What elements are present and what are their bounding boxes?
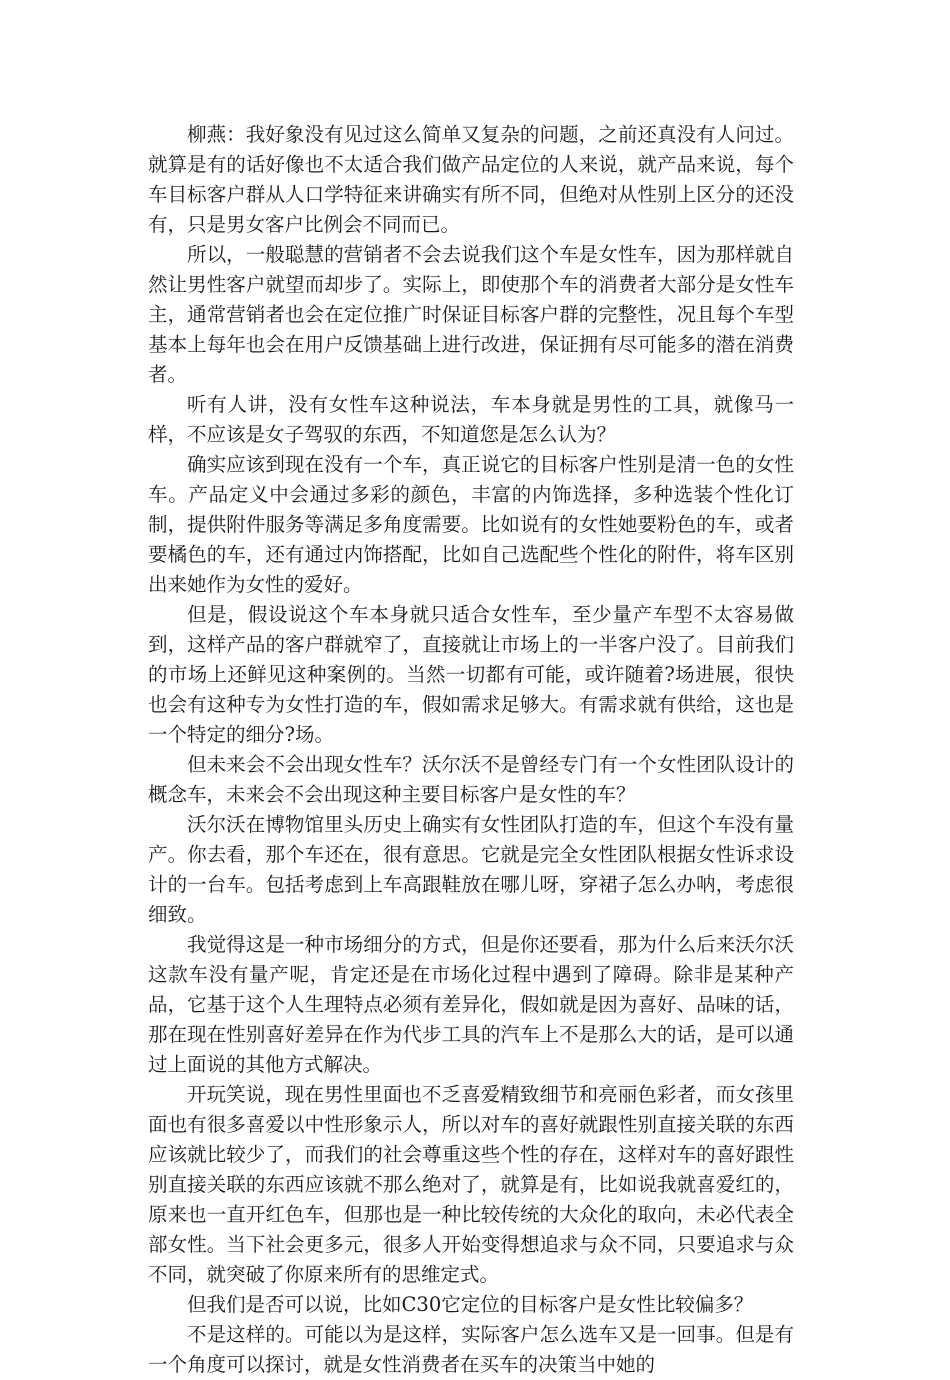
paragraph: 确实应该到现在没有一个车，真正说它的目标客户性别是清一色的女性车。产品定义中会通过多彩的颜色，丰富的内饰选择，多种选装个性化订制，提供附件服务等满足多角度需要。比如说有的女性她要粉色的车，或者要橘色的车，还有通过内饰搭配，比如自己选配些个性化的附件，将车区别出来她作为女性的爱好。	[148, 453, 794, 596]
paragraph: 但未来会不会出现女性车？沃尔沃不是曾经专门有一个女性团队设计的概念车，未来会不会出现这种主要目标客户是女性的车？	[148, 753, 794, 806]
paragraph: 但是，假设说这个车本身就只适合女性车，至少量产车型不太容易做到，这样产品的客户群就窄了，直接就让市场上的一半客户没了。目前我们的市场上还鲜见这种案例的。当然一切都有可能，或许随着?场进展，很快也会有这种专为女性打造的车，假如需求足够大。有需求就有供给，这也是一个特定的细分?场。	[148, 603, 794, 746]
paragraph: 柳燕：我好象没有见过这么简单又复杂的问题，之前还真没有人问过。就算是有的话好像也不太适合我们做产品定位的人来说，就产品来说，每个车目标客户群从人口学特征来讲确实有所不同，但绝对从性别上区分的还没有，只是男女客户比例会不同而已。	[148, 123, 794, 236]
paragraph: 所以，一般聪慧的营销者不会去说我们这个车是女性车，因为那样就自然让男性客户就望而却步了。实际上，即使那个车的消费者大部分是女性车主，通常营销者也会在定位推广时保证目标客户群的完整性，况且每个车型基本上每年也会在用户反馈基础上进行改进，保证拥有尽可能多的潜在消费者。	[148, 243, 794, 386]
paragraph: 不是这样的。可能以为是这样，实际客户怎么选车又是一回事。但是有一个角度可以探讨，就是女性消费者在买车的决策当中她的	[148, 1323, 794, 1376]
paragraph: 但我们是否可以说，比如C30它定位的目标客户是女性比较偏多？	[187, 1293, 754, 1316]
paragraph: 我觉得这是一种市场细分的方式，但是你还要看，那为什么后来沃尔沃这款车没有量产呢，肯定还是在市场化过程中遇到了障碍。除非是某种产品，它基于这个人生理特点必须有差异化，假如就是因为喜好、品味的话，那在现在性别喜好差异在作为代步工具的汽车上不是那么大的话，是可以通过上面说的其他方式解决。	[148, 933, 794, 1076]
document-body	[148, 120, 794, 1380]
paragraph: 开玩笑说，现在男性里面也不乏喜爱精致细节和亮丽色彩者，而女孩里面也有很多喜爱以中性形象示人，所以对车的喜好就跟性别直接关联的东西应该就比较少了，而我们的社会尊重这些个性的存在，这样对车的喜好跟性别直接关联的东西应该就不那么绝对了，就算是有，比如说我就喜爱红的，原来也一直开红色车，但那也是一种比较传统的大众化的取向，未必代表全部女性。当下社会更多元，很多人开始变得想追求与众不同，只要追求与众不同，就突破了你原来所有的思维定式。	[148, 1083, 794, 1286]
paragraph: 听有人讲，没有女性车这种说法，车本身就是男性的工具，就像马一样，不应该是女子驾驭的东西，不知道您是怎么认为？	[148, 393, 794, 446]
paragraph: 沃尔沃在博物馆里头历史上确实有女性团队打造的车，但这个车没有量产。你去看，那个车还在，很有意思。它就是完全女性团队根据女性诉求设计的一台车。包括考虑到上车高跟鞋放在哪儿呀，穿裙子怎么办呐，考虑很细致。	[148, 813, 794, 926]
